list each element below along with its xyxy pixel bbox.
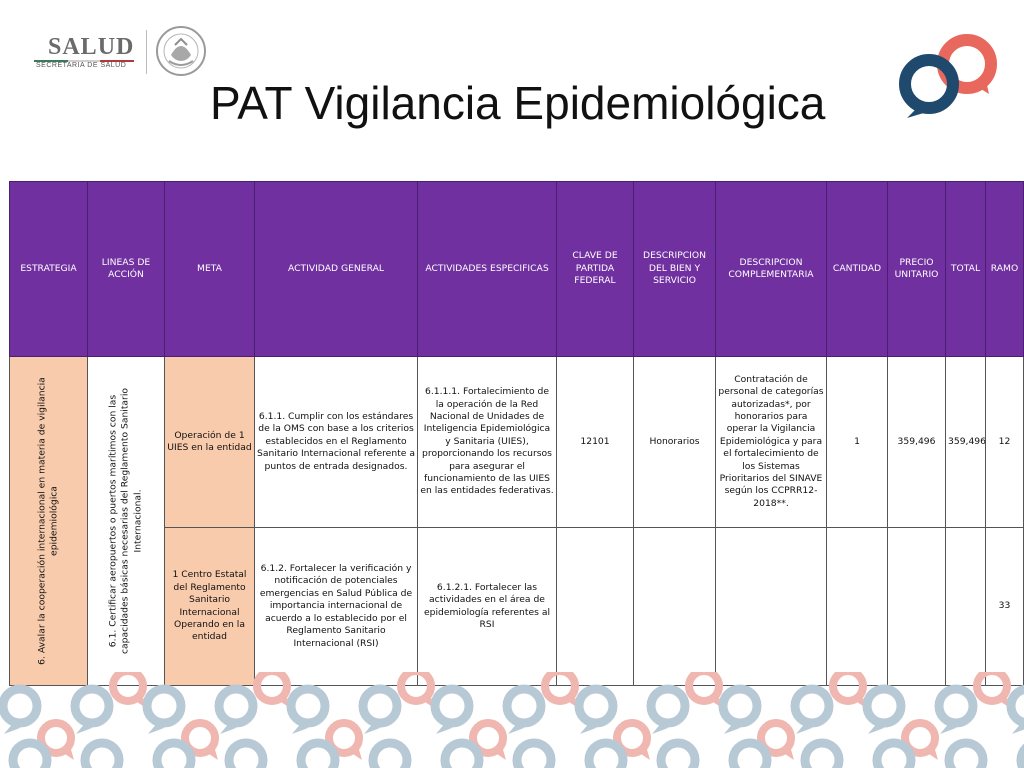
footer-bubble-pattern [0,672,1024,768]
precio-unitario-cell [888,528,946,686]
pattern-bubble-blue [589,743,623,768]
pat-table [9,181,1024,686]
pattern-bubble-blue [301,743,335,768]
pattern-bubble-blue [939,689,973,734]
column-header-actividades-especificas: ACTIVIDADES ESPECIFICAS [418,182,557,357]
pattern-bubble-blue [219,689,253,734]
pattern-bubble-pink [977,672,1010,708]
actividad-general-cell: 6.1.1. Cumplir con los estándares de la OMS con base a los criterios establecidos en el Reglamento Sanitario Internacional referente a puntos de entrada designados. [255,357,418,528]
pattern-bubble-blue [651,689,685,734]
pattern-bubble-blue [579,689,613,734]
table-row [10,357,1024,528]
pattern-bubble-blue [867,689,901,734]
pattern-bubble-blue [435,689,469,734]
column-header-lineas-accion: LINEAS DE ACCIÓN [88,182,165,357]
pattern-bubble-pink [833,672,866,708]
column-header-precio-unitario: PRECIO UNITARIO [888,182,946,357]
meta-cell: Operación de 1 UIES en la entidad [165,357,255,528]
pattern-bubble-blue [661,743,695,768]
estrategia-cell [10,357,88,686]
linea-accion-text: 6.1. Certificar aeropuertos o puertos marítimos con las capacidades básicas necesarias del Reglamento Sanitario Internacional. [107,387,144,655]
pattern-bubble-pink [257,672,290,708]
total-cell [946,528,986,686]
column-header-descripcion-complementaria: DESCRIPCION COMPLEMENTARIA [716,182,827,357]
pattern-bubble-blue [723,689,757,734]
pattern-bubble-blue [795,689,829,734]
clave-cell [557,528,634,686]
column-header-actividad-general: ACTIVIDAD GENERAL [255,182,418,357]
pattern-bubble-blue [733,743,767,768]
table-header-row [10,182,1024,357]
pattern-bubble-blue [949,743,983,768]
column-header-total: TOTAL [946,182,986,357]
pattern-bubble-blue [373,743,407,768]
actividades-especificas-cell: 6.1.2.1. Fortalecer las actividades en el área de epidemiología referentes al RSI [418,528,557,686]
pattern-bubble-blue [445,743,479,768]
bien-servicio-cell [634,528,716,686]
salud-logo-subtext: SECRETARÍA DE SALUD [36,62,127,69]
mexico-seal-icon [155,25,207,77]
pattern-bubble-blue [363,689,397,734]
precio-unitario-cell: 359,496 [888,357,946,528]
pattern-bubble-blue [1011,689,1024,734]
pattern-bubble-blue [805,743,839,768]
total-cell: 359,496 [946,357,986,528]
speech-bubbles-logo-icon [895,28,1001,122]
column-header-meta: META [165,182,255,357]
pattern-bubble-blue [3,689,37,734]
column-header-estrategia: ESTRATEGIA [10,182,88,357]
pattern-bubble-blue [147,689,181,734]
descripcion-complementaria-cell: Contratación de personal de categorías autorizadas*, por honorarios para operar la Vigilancia Epidemiológica y para el fortalecimiento de los Sistemas Prioritarios del SINAVE según los CCPRR12-2018**. [716,357,827,528]
pattern-bubble-blue [229,743,263,768]
salud-logo-text: SALUD [48,34,135,60]
pattern-bubble-pink [545,672,578,708]
cantidad-cell: 1 [827,357,888,528]
clave-cell: 12101 [557,357,634,528]
estrategia-text: 6. Avalar la cooperación internacional en materia de vigilancia epidemiológica [36,377,60,665]
pattern-bubble-pink [689,672,722,708]
pattern-bubble-blue [291,689,325,734]
actividades-especificas-cell: 6.1.1.1. Fortalecimiento de la operación de la Red Nacional de Unidades de Inteligencia Epidemiológica y Sanitaria (UIES), proporcionando los recursos para asegurar el funcionamiento de las UIES en las entidades federativas. [418,357,557,528]
actividad-general-cell: 6.1.2. Fortalecer la verificación y notificación de potenciales emergencias en Salud Pública de importancia internacional de acuerdo a lo establecido por el Reglamento Sanitario Internacional (RSI) [255,528,418,686]
ramo-cell: 12 [986,357,1024,528]
pattern-bubble-pink [401,672,434,708]
ramo-cell: 33 [986,528,1024,686]
descripcion-complementaria-cell [716,528,827,686]
page-title: PAT Vigilancia Epidemiológica [210,77,826,129]
pattern-bubble-blue [507,689,541,734]
logo-divider [146,30,147,74]
column-header-cantidad: CANTIDAD [827,182,888,357]
pattern-bubble-pink [113,672,146,708]
linea-accion-cell [88,357,165,686]
pattern-bubble-blue [75,689,109,734]
pattern-bubble-blue [877,743,911,768]
salud-logo [34,32,134,76]
pattern-bubble-blue [157,743,191,768]
bien-servicio-cell: Honorarios [634,357,716,528]
salud-logo-rule [34,58,134,64]
column-header-clave-partida: CLAVE DE PARTIDA FEDERAL [557,182,634,357]
meta-cell: 1 Centro Estatal del Reglamento Sanitario Internacional Operando en la entidad [165,528,255,686]
cantidad-cell [827,528,888,686]
column-header-bien-servicio: DESCRIPCION DEL BIEN Y SERVICIO [634,182,716,357]
column-header-ramo: RAMO [986,182,1024,357]
pattern-bubble-blue [13,743,47,768]
pattern-bubble-blue [517,743,551,768]
pattern-bubble-blue [85,743,119,768]
